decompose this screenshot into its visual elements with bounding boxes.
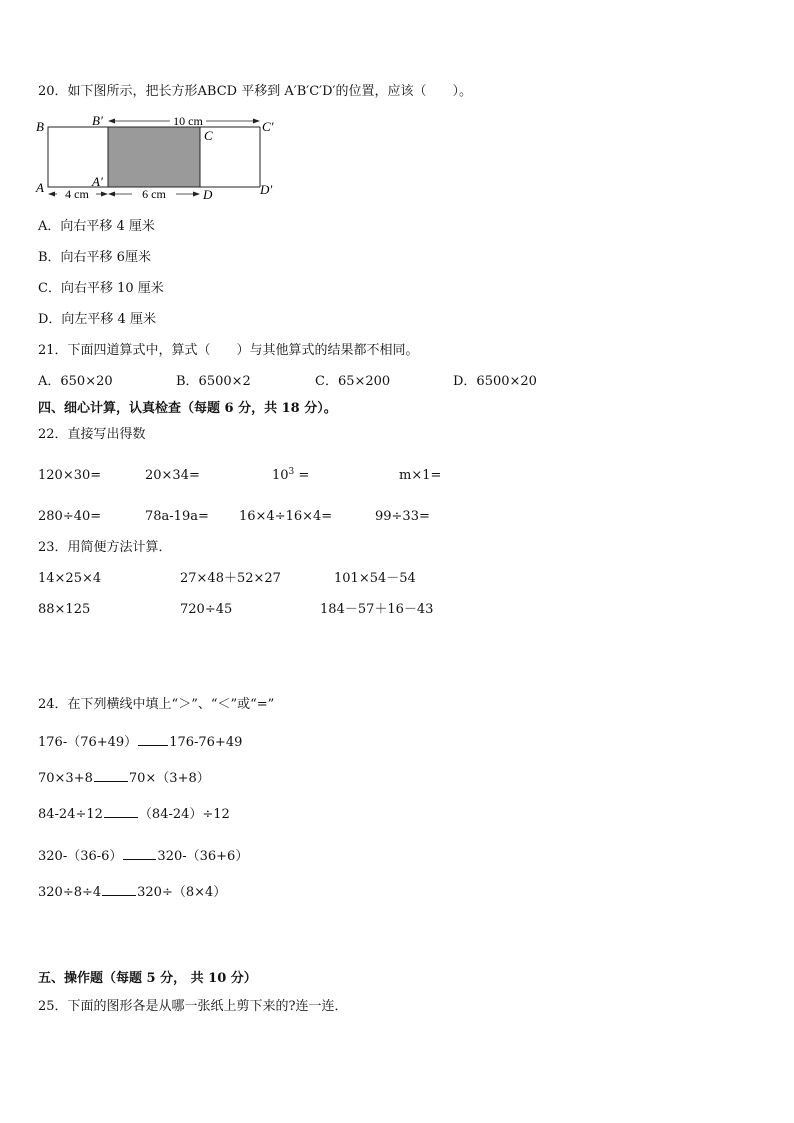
q23-expr-6: 184－57＋16－43 <box>320 602 434 617</box>
arrowhead-top-right <box>253 119 260 124</box>
q24-item-5-blank <box>102 883 136 896</box>
q23-expr-3: 101×54－54 <box>334 571 416 586</box>
q24-item-4-left: 320-（36-6） <box>38 849 123 864</box>
vertex-label-a: A <box>36 180 44 195</box>
vertex-label-c-prime: C′ <box>262 119 274 134</box>
shaded-region <box>108 127 200 187</box>
question-20-stem: 20．如下图所示，把长方形ABCD 平移到 A′B′C′D′的位置，应该（ ）。 <box>38 84 472 99</box>
arrowhead-bottom-a <box>108 192 115 197</box>
q22-expr-8: 99÷33= <box>375 509 430 524</box>
q21-option-d: D．6500×20 <box>453 374 537 389</box>
arrowhead-bottom-b <box>193 192 200 197</box>
question-21-stem: 21．下面四道算式中，算式（ ）与其他算式的结果都不相同。 <box>38 343 419 358</box>
q24-item-4-right: 320-（36+6） <box>157 849 249 864</box>
q22-expr-1: 120×30= <box>38 468 102 483</box>
question-23-stem: 23．用简便方法计算． <box>38 540 172 555</box>
q22-expr-3-base: 10 <box>272 468 289 483</box>
translation-figure <box>30 110 290 210</box>
q24-item-1-blank <box>138 733 168 746</box>
question-25-stem: 25．下面的图形各是从哪一张纸上剪下来的?连一连． <box>38 999 348 1014</box>
section-5-title: 五、操作题（每题 5 分， 共 10 分） <box>38 971 257 986</box>
q24-item-3-blank <box>104 805 138 818</box>
vertex-label-b: B <box>36 119 44 134</box>
arrowhead-left-b <box>101 192 108 197</box>
vertex-label-c: C <box>204 128 213 143</box>
vertex-label-b-prime: B′ <box>92 113 103 128</box>
vertex-label-a-prime: A′ <box>92 174 103 189</box>
q20-option-d: D．向左平移 4 厘米 <box>38 312 156 327</box>
vertex-label-d: D <box>203 187 213 202</box>
dim-label-bottom: 6 cm <box>142 187 166 201</box>
q21-option-a: A．650×20 <box>38 374 113 389</box>
q20-option-b: B．向右平移 6厘米 <box>38 250 151 265</box>
q22-expr-4: m×1= <box>399 468 442 483</box>
vertex-label-d-prime: D′ <box>260 182 273 197</box>
q24-item-5-left: 320÷8÷4 <box>38 885 102 900</box>
q24-item-2 <box>38 769 210 787</box>
q24-item-4 <box>38 847 248 865</box>
q22-expr-5: 280÷40= <box>38 509 102 524</box>
q20-option-a: A．向右平移 4 厘米 <box>38 219 155 234</box>
q21-option-c: C．65×200 <box>315 374 391 389</box>
q24-item-1 <box>38 733 242 751</box>
q24-item-5-right: 320÷（8×4） <box>137 885 227 900</box>
section-4-title: 四、细心计算，认真检查（每题 6 分，共 18 分）。 <box>38 401 337 416</box>
arrowhead-top-left <box>108 119 115 124</box>
q23-expr-1: 14×25×4 <box>38 571 102 586</box>
q24-item-3-right: （84-24）÷12 <box>138 807 230 822</box>
q22-expr-3-exponent: 3 <box>288 467 295 477</box>
arrowhead-left-a <box>48 192 55 197</box>
q23-expr-2: 27×48＋52×27 <box>180 571 281 586</box>
q24-item-3 <box>38 805 230 823</box>
q22-expr-3-equals: = <box>294 468 310 483</box>
q23-expr-4: 88×125 <box>38 602 91 617</box>
q24-item-2-left: 70×3+8 <box>38 771 93 786</box>
q22-expr-7: 16×4÷16×4= <box>239 509 333 524</box>
q24-item-3-left: 84-24÷12 <box>38 807 103 822</box>
dim-label-left: 4 cm <box>65 187 89 201</box>
q22-expr-2: 20×34= <box>145 468 200 483</box>
question-22-stem: 22．直接写出得数 <box>38 427 146 442</box>
q24-item-1-left: 176-（76+49） <box>38 735 138 750</box>
q24-item-5 <box>38 883 226 901</box>
dim-label-top: 10 cm <box>173 114 203 128</box>
q20-option-c: C．向右平移 10 厘米 <box>38 281 164 296</box>
q24-item-1-right: 176-76+49 <box>169 735 243 750</box>
question-24-stem: 24．在下列横线中填上“＞”、“＜”或“=” <box>38 697 275 712</box>
q23-expr-5: 720÷45 <box>180 602 233 617</box>
q22-expr-6: 78a-19a= <box>145 509 209 524</box>
q24-item-2-blank <box>94 769 128 782</box>
q24-item-2-right: 70×（3+8） <box>128 771 210 786</box>
q22-expr-3 <box>272 468 309 484</box>
q21-option-b: B．6500×2 <box>176 374 251 389</box>
q24-item-4-blank <box>123 847 156 860</box>
